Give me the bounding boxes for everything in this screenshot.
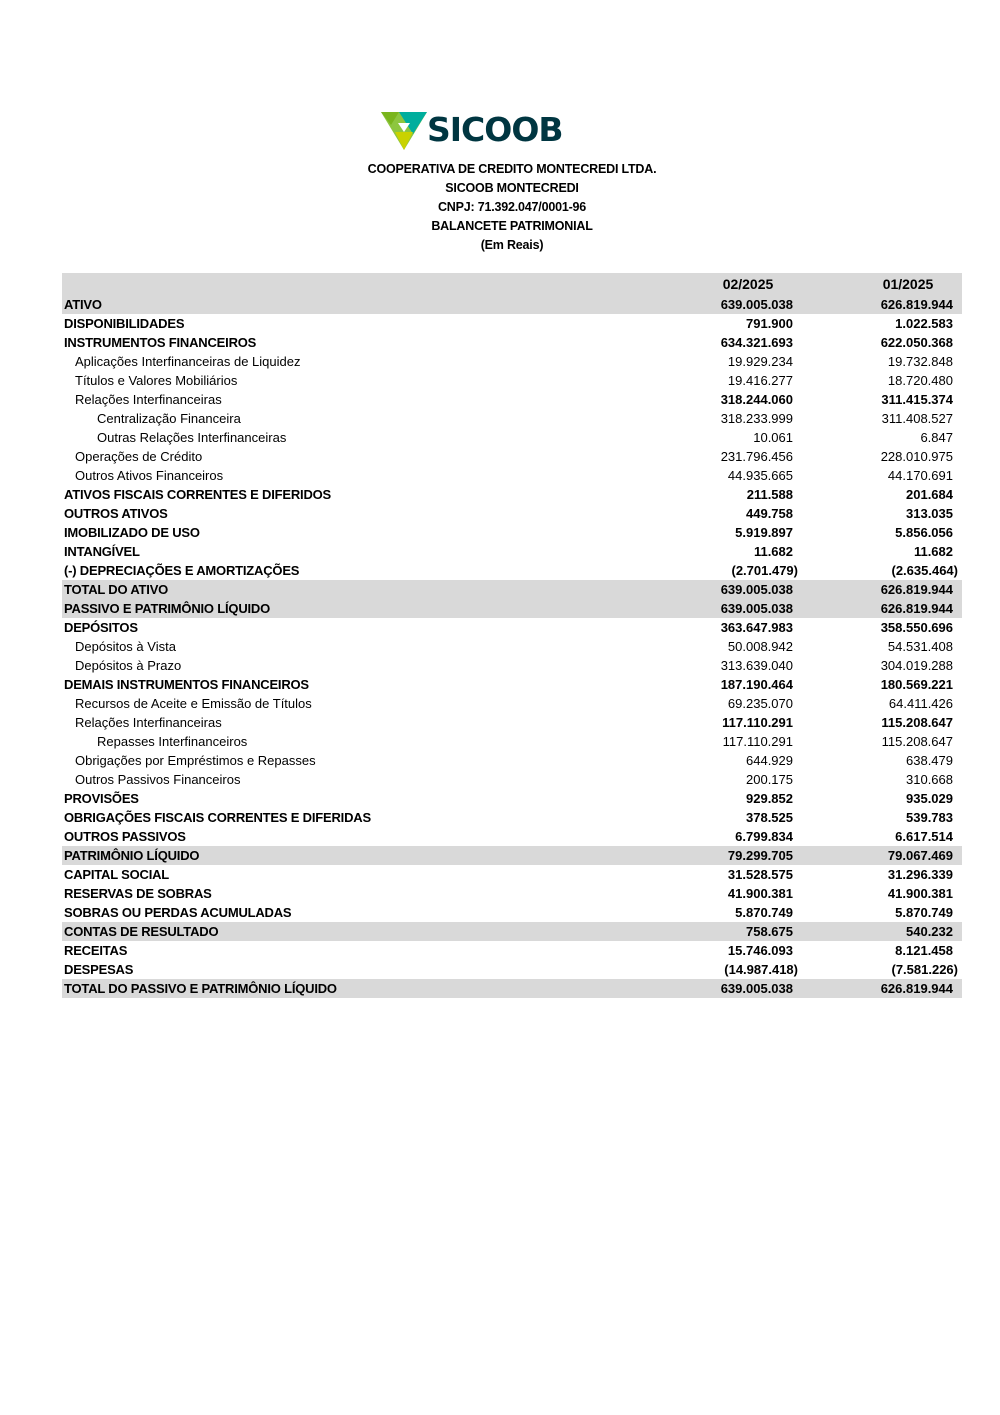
value-current: 363.647.983 bbox=[720, 620, 793, 635]
value-previous: 31.296.339 bbox=[887, 867, 953, 882]
value-previous: 5.856.056 bbox=[895, 525, 953, 540]
row-label: CAPITAL SOCIAL bbox=[64, 867, 170, 882]
table-row bbox=[62, 428, 962, 447]
table-row bbox=[62, 827, 962, 846]
value-previous: 115.208.647 bbox=[881, 715, 953, 730]
value-previous: 115.208.647 bbox=[881, 734, 953, 749]
row-label: OBRIGAÇÕES FISCAIS CORRENTES E DIFERIDAS bbox=[64, 810, 371, 825]
table-row bbox=[62, 770, 962, 789]
value-previous: 626.819.944 bbox=[880, 981, 953, 996]
value-previous: (2.635.464) bbox=[891, 563, 958, 578]
table-row bbox=[62, 561, 962, 580]
report-heading bbox=[0, 160, 1000, 255]
value-previous: 11.682 bbox=[913, 544, 953, 559]
row-label: Recursos de Aceite e Emissão de Títulos bbox=[75, 696, 312, 711]
value-current: 639.005.038 bbox=[720, 297, 793, 312]
value-previous: 19.732.848 bbox=[887, 354, 953, 369]
table-row bbox=[62, 865, 962, 884]
value-current: 79.299.705 bbox=[727, 848, 793, 863]
value-previous: 540.232 bbox=[906, 924, 953, 939]
value-current: 639.005.038 bbox=[720, 981, 793, 996]
table-row bbox=[62, 979, 962, 998]
row-label: (-) DEPRECIAÇÕES E AMORTIZAÇÕES bbox=[64, 563, 300, 578]
sicoob-triangle-icon bbox=[381, 110, 427, 150]
column-header-previous: 01/2025 bbox=[882, 276, 934, 292]
value-previous: 1.022.583 bbox=[895, 316, 953, 331]
value-previous: 638.479 bbox=[906, 753, 953, 768]
row-label: Centralização Financeira bbox=[97, 411, 241, 426]
value-previous: 935.029 bbox=[906, 791, 953, 806]
row-label: DESPESAS bbox=[64, 962, 134, 977]
row-label: TOTAL DO PASSIVO E PATRIMÔNIO LÍQUIDO bbox=[64, 981, 337, 996]
table-row bbox=[62, 656, 962, 675]
value-previous: 626.819.944 bbox=[880, 582, 953, 597]
row-label: Relações Interfinanceiras bbox=[75, 392, 222, 407]
row-label: Depósitos à Vista bbox=[75, 639, 176, 654]
row-label: Relações Interfinanceiras bbox=[75, 715, 222, 730]
value-previous: 6.847 bbox=[920, 430, 953, 445]
value-current: 15.746.093 bbox=[727, 943, 793, 958]
table-row bbox=[62, 371, 962, 390]
value-current: 200.175 bbox=[746, 772, 793, 787]
row-label: CONTAS DE RESULTADO bbox=[64, 924, 219, 939]
value-previous: 79.067.469 bbox=[887, 848, 953, 863]
value-current: 11.682 bbox=[753, 544, 793, 559]
value-previous: 228.010.975 bbox=[880, 449, 953, 464]
table-row bbox=[62, 352, 962, 371]
row-label: DEPÓSITOS bbox=[64, 620, 138, 635]
value-current: 639.005.038 bbox=[720, 601, 793, 616]
row-label: INSTRUMENTOS FINANCEIROS bbox=[64, 335, 257, 350]
table-row bbox=[62, 694, 962, 713]
column-header-current: 02/2025 bbox=[722, 276, 774, 292]
value-current: 6.799.834 bbox=[735, 829, 793, 844]
table-row bbox=[62, 846, 962, 865]
report-title: BALANCETE PATRIMONIAL bbox=[431, 219, 593, 233]
table-row bbox=[62, 580, 962, 599]
table-row bbox=[62, 960, 962, 979]
table-header bbox=[62, 273, 962, 295]
row-label: Repasses Interfinanceiros bbox=[97, 734, 248, 749]
table-row bbox=[62, 447, 962, 466]
row-label: PROVISÕES bbox=[64, 791, 139, 806]
value-previous: 44.170.691 bbox=[887, 468, 953, 483]
value-previous: 626.819.944 bbox=[880, 297, 953, 312]
table-row bbox=[62, 637, 962, 656]
value-current: 31.528.575 bbox=[727, 867, 793, 882]
value-previous: 311.415.374 bbox=[881, 392, 953, 407]
value-current: 644.929 bbox=[746, 753, 793, 768]
table-row bbox=[62, 542, 962, 561]
value-current: 639.005.038 bbox=[720, 582, 793, 597]
row-label: Operações de Crédito bbox=[75, 449, 203, 464]
row-label: DISPONIBILIDADES bbox=[64, 316, 185, 331]
table-row bbox=[62, 504, 962, 523]
currency-unit: (Em Reais) bbox=[480, 238, 544, 252]
value-current: 187.190.464 bbox=[720, 677, 793, 692]
value-current: 19.416.277 bbox=[727, 373, 793, 388]
value-current: 318.244.060 bbox=[720, 392, 793, 407]
company-name: COOPERATIVA DE CREDITO MONTECREDI LTDA. bbox=[367, 162, 657, 176]
row-label: Obrigações por Empréstimos e Repasses bbox=[75, 753, 316, 768]
value-current: 19.929.234 bbox=[727, 354, 793, 369]
row-label: RECEITAS bbox=[64, 943, 128, 958]
value-current: 449.758 bbox=[746, 506, 793, 521]
value-current: 378.525 bbox=[746, 810, 793, 825]
row-label: Depósitos à Prazo bbox=[75, 658, 182, 673]
value-previous: 64.411.426 bbox=[888, 696, 953, 711]
value-previous: 304.019.288 bbox=[880, 658, 953, 673]
value-current: 41.900.381 bbox=[727, 886, 793, 901]
row-label: OUTROS PASSIVOS bbox=[64, 829, 186, 844]
value-current: 44.935.665 bbox=[727, 468, 793, 483]
row-label: Aplicações Interfinanceiras de Liquidez bbox=[75, 354, 301, 369]
row-label: PATRIMÔNIO LÍQUIDO bbox=[64, 848, 200, 863]
value-current: (14.987.418) bbox=[724, 962, 798, 977]
row-label: ATIVO bbox=[64, 297, 102, 312]
row-label: Títulos e Valores Mobiliários bbox=[75, 373, 238, 388]
value-previous: 54.531.408 bbox=[887, 639, 953, 654]
value-previous: 41.900.381 bbox=[887, 886, 953, 901]
balance-sheet-table bbox=[62, 273, 962, 998]
row-label: RESERVAS DE SOBRAS bbox=[64, 886, 212, 901]
table-row bbox=[62, 466, 962, 485]
row-label: SOBRAS OU PERDAS ACUMULADAS bbox=[64, 905, 292, 920]
table-row bbox=[62, 789, 962, 808]
value-previous: 5.870.749 bbox=[895, 905, 953, 920]
value-current: 50.008.942 bbox=[727, 639, 793, 654]
value-previous: 180.569.221 bbox=[880, 677, 953, 692]
table-row bbox=[62, 523, 962, 542]
row-label: IMOBILIZADO DE USO bbox=[64, 525, 200, 540]
logo-text: SICOOB bbox=[427, 110, 563, 149]
value-current: 117.110.291 bbox=[722, 715, 793, 730]
row-label: INTANGÍVEL bbox=[64, 544, 140, 559]
table-row bbox=[62, 333, 962, 352]
value-previous: 8.121.458 bbox=[895, 943, 953, 958]
value-previous: 626.819.944 bbox=[880, 601, 953, 616]
value-previous: 539.783 bbox=[906, 810, 953, 825]
value-previous: 18.720.480 bbox=[887, 373, 953, 388]
value-previous: 6.617.514 bbox=[895, 829, 953, 844]
value-current: 10.061 bbox=[753, 430, 793, 445]
table-row bbox=[62, 884, 962, 903]
row-label: OUTROS ATIVOS bbox=[64, 506, 168, 521]
row-label: TOTAL DO ATIVO bbox=[64, 582, 169, 597]
value-current: 634.321.693 bbox=[720, 335, 793, 350]
table-row bbox=[62, 751, 962, 770]
value-current: 313.639.040 bbox=[720, 658, 793, 673]
value-previous: 358.550.696 bbox=[880, 620, 953, 635]
value-current: (2.701.479) bbox=[731, 563, 798, 578]
row-label: ATIVOS FISCAIS CORRENTES E DIFERIDOS bbox=[64, 487, 332, 502]
cnpj: CNPJ: 71.392.047/0001-96 bbox=[437, 200, 587, 214]
row-label: PASSIVO E PATRIMÔNIO LÍQUIDO bbox=[64, 601, 271, 616]
value-current: 211.588 bbox=[746, 487, 793, 502]
table-row bbox=[62, 903, 962, 922]
table-row bbox=[62, 675, 962, 694]
row-label: Outros Passivos Financeiros bbox=[75, 772, 241, 787]
value-current: 791.900 bbox=[746, 316, 793, 331]
row-label: DEMAIS INSTRUMENTOS FINANCEIROS bbox=[64, 677, 309, 692]
value-current: 318.233.999 bbox=[720, 411, 793, 426]
value-current: 117.110.291 bbox=[722, 734, 793, 749]
table-row bbox=[62, 485, 962, 504]
value-previous: 622.050.368 bbox=[880, 335, 953, 350]
sicoob-logo bbox=[381, 110, 561, 152]
table-row bbox=[62, 295, 962, 314]
cooperative-name: SICOOB MONTECREDI bbox=[445, 181, 579, 195]
value-previous: 310.668 bbox=[906, 772, 953, 787]
row-label: Outras Relações Interfinanceiras bbox=[97, 430, 287, 445]
table-row bbox=[62, 618, 962, 637]
value-current: 69.235.070 bbox=[727, 696, 793, 711]
table-row bbox=[62, 599, 962, 618]
table-row bbox=[62, 713, 962, 732]
value-previous: 313.035 bbox=[906, 506, 953, 521]
value-current: 5.870.749 bbox=[735, 905, 793, 920]
table-row bbox=[62, 808, 962, 827]
value-current: 758.675 bbox=[746, 924, 793, 939]
value-current: 5.919.897 bbox=[735, 525, 793, 540]
value-current: 929.852 bbox=[746, 791, 793, 806]
value-previous: 201.684 bbox=[906, 487, 953, 502]
value-current: 231.796.456 bbox=[720, 449, 793, 464]
table-row bbox=[62, 732, 962, 751]
value-previous: 311.408.527 bbox=[881, 411, 953, 426]
table-row bbox=[62, 409, 962, 428]
table-row bbox=[62, 922, 962, 941]
table-row bbox=[62, 941, 962, 960]
table-row bbox=[62, 390, 962, 409]
value-previous: (7.581.226) bbox=[891, 962, 958, 977]
table-row bbox=[62, 314, 962, 333]
row-label: Outros Ativos Financeiros bbox=[75, 468, 224, 483]
